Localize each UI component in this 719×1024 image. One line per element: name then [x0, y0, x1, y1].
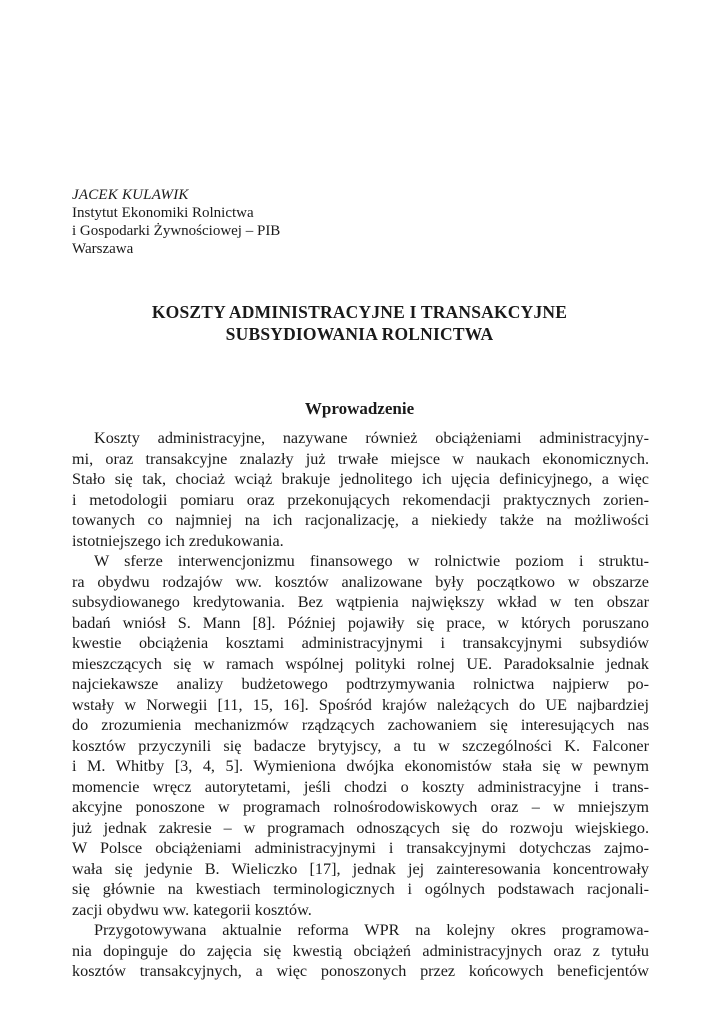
- paper-title-line2: SUBSYDIOWANIA ROLNICTWA: [225, 324, 494, 344]
- body-line: mieszczących się w ramach wspólnej polityki rolnej UE. Paradoksalnie jednak: [72, 654, 649, 673]
- author-name: JACEK KULAWIK: [72, 187, 189, 203]
- body-line: mi, oraz transakcyjne znalazły już trwałe miejsce w naukach ekonomicznych.: [72, 449, 649, 468]
- body-line: subsydiowanego kredytowania. Bez wątpienia największy wkład w ten obszar: [72, 593, 649, 611]
- body-line: akcyjne ponoszone w programach rolnośrodowiskowych oraz – w mniejszym: [72, 798, 649, 816]
- body-line: wstały w Norwegii [11, 15, 16]. Spośród krajów należących do UE najbardziej: [72, 695, 649, 714]
- body-line: zacji obydwu ww. kategorii kosztów.: [72, 900, 312, 919]
- author-affiliation-line1: Instytut Ekonomiki Rolnictwa: [72, 205, 254, 221]
- body-line: się głównie na kwestiach terminologicznych i ogólnych podstawach racjonali-: [72, 880, 649, 898]
- body-line: wała się jedynie B. Wieliczko [17], jednak jej zainteresowania koncentrowały: [72, 859, 649, 878]
- body-line: kosztów transakcyjnych, a więc ponoszonych przez końcowych beneficjentów: [72, 962, 649, 980]
- body-line: kwestie obciążenia kosztami administracyjnymi i transakcyjnymi subsydiów: [72, 634, 649, 652]
- body-line: W Polsce obciążeniami administracyjnymi i transakcyjnymi dotychczas zajmo-: [72, 839, 649, 857]
- body-line: najciekawsze analizy budżetowego podtrzymywania rolnictwa najpierw po-: [72, 675, 649, 693]
- body-line: ra obydwu rodzajów ww. kosztów analizowane były początkowo w obszarze: [72, 572, 649, 591]
- paper-title: [60, 301, 659, 345]
- body-line: i M. Whitby [3, 4, 5]. Wymieniona dwójka ekonomistów stała się w pewnym: [72, 757, 649, 775]
- body-line: istotniejszego ich zredukowania.: [72, 531, 284, 550]
- author-city: Warszawa: [72, 241, 134, 257]
- author-block: [72, 186, 280, 258]
- body-text: [72, 428, 649, 982]
- body-line: nia dopinguje do zajęcia się kwestią obciążeń administracyjnych oraz z tytułu: [72, 941, 649, 960]
- body-line: kosztów przyczynili się badacze brytyjscy, a tu w szczególności K. Falconer: [72, 736, 649, 755]
- body-line: momencie wręcz autorytetami, jeśli chodzi o koszty administracyjne i trans-: [72, 777, 649, 796]
- body-line: już jednak zakresie – w programach odnoszących się do rozwoju wiejskiego.: [72, 818, 649, 837]
- paper-title-line1: KOSZTY ADMINISTRACYJNE I TRANSAKCYJNE: [151, 302, 568, 322]
- author-affiliation-line2: i Gospodarki Żywnościowej – PIB: [72, 223, 281, 239]
- body-line: badań wniósł S. Mann [8]. Później pojawiły się prace, w których poruszano: [72, 613, 649, 632]
- body-line: Przygotowywana aktualnie reforma WPR na kolejny okres programowa-: [94, 921, 649, 939]
- body-line: Stało się tak, chociaż wciąż brakuje jednolitego ich ujęcia definicyjnego, a więc: [72, 470, 649, 488]
- body-line: do zrozumienia mechanizmów rządzących zachowaniem się interesujących nas: [72, 716, 649, 734]
- body-line: Koszty administracyjne, nazywane również obciążeniami administracyjny-: [94, 429, 649, 447]
- section-heading: Wprowadzenie: [304, 399, 415, 418]
- body-line: i metodologii pomiaru oraz przekonujących rekomendacji praktycznych zorien-: [72, 490, 649, 509]
- body-line: towanych co najmniej na ich racjonalizację, a niekiedy także na możliwości: [72, 511, 649, 529]
- body-line: W sferze interwencjonizmu finansowego w rolnictwie poziom i struktu-: [94, 552, 649, 570]
